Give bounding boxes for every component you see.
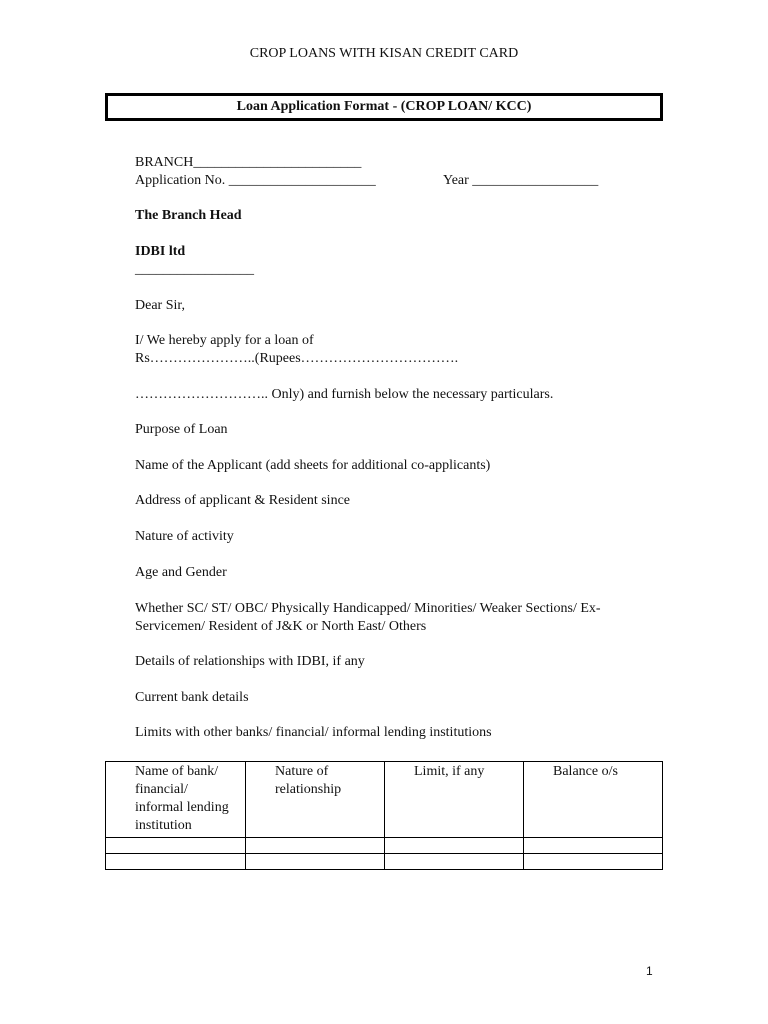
field-age-gender: Age and Gender — [135, 565, 227, 580]
addressee: The Branch Head — [135, 208, 242, 223]
table-row — [106, 854, 663, 870]
header-nature-of-relationship — [246, 762, 385, 838]
header-name-of-bank — [106, 762, 246, 838]
table-cell[interactable] — [246, 838, 385, 854]
field-idbi-relationship: Details of relationships with IDBI, if any — [135, 654, 365, 669]
bank-name: IDBI ltd — [135, 244, 186, 259]
apply-line-2: Rs…………………..(Rupees……………………………. — [135, 351, 459, 366]
table-cell[interactable] — [385, 854, 524, 870]
apply-line-3: ……………………….. Only) and furnish below the necessary particulars. — [135, 387, 554, 402]
limits-table — [105, 761, 663, 870]
year-field: Year __________________ — [443, 173, 599, 188]
header-line: Nature of — [275, 764, 329, 779]
field-applicant-name: Name of the Applicant (add sheets for additional co-applicants) — [135, 458, 491, 473]
header-limit — [385, 762, 524, 838]
field-category-line-2: Servicemen/ Resident of J&K or North East/ Others — [135, 619, 427, 634]
form-title-box — [105, 93, 663, 121]
form-title: Loan Application Format - (CROP LOAN/ KCC) — [236, 99, 532, 114]
page-number: 1 — [646, 964, 653, 978]
table-cell[interactable] — [385, 838, 524, 854]
header-line: informal lending — [135, 800, 229, 815]
field-other-limits: Limits with other banks/ financial/ informal lending institutions — [135, 725, 492, 740]
field-current-bank: Current bank details — [135, 690, 249, 705]
field-purpose-of-loan: Purpose of Loan — [135, 422, 228, 437]
page-header: CROP LOANS WITH KISAN CREDIT CARD — [249, 46, 519, 61]
header-line: relationship — [275, 782, 342, 797]
table-header-row — [106, 762, 663, 838]
header-line: institution — [135, 818, 192, 833]
table-row — [106, 838, 663, 854]
salutation: Dear Sir, — [135, 298, 185, 313]
table-cell[interactable] — [246, 854, 385, 870]
application-no-field: Application No. _____________________ — [135, 173, 376, 188]
header-line: Balance o/s — [553, 764, 618, 779]
header-line: Name of bank/ — [135, 764, 219, 779]
table-cell[interactable] — [106, 854, 246, 870]
table-cell[interactable] — [524, 838, 663, 854]
field-nature-of-activity: Nature of activity — [135, 529, 234, 544]
branch-field: BRANCH________________________ — [135, 155, 362, 170]
field-address: Address of applicant & Resident since — [135, 493, 351, 508]
header-line: financial/ — [135, 782, 188, 797]
apply-line-1: I/ We hereby apply for a loan of — [135, 333, 314, 348]
bank-address-line: _________________ — [135, 262, 254, 277]
header-line: Limit, if any — [414, 764, 485, 779]
table-cell[interactable] — [524, 854, 663, 870]
table-cell[interactable] — [106, 838, 246, 854]
field-category-line-1: Whether SC/ ST/ OBC/ Physically Handicapped/ Minorities/ Weaker Sections/ Ex- — [135, 601, 601, 616]
header-balance — [524, 762, 663, 838]
